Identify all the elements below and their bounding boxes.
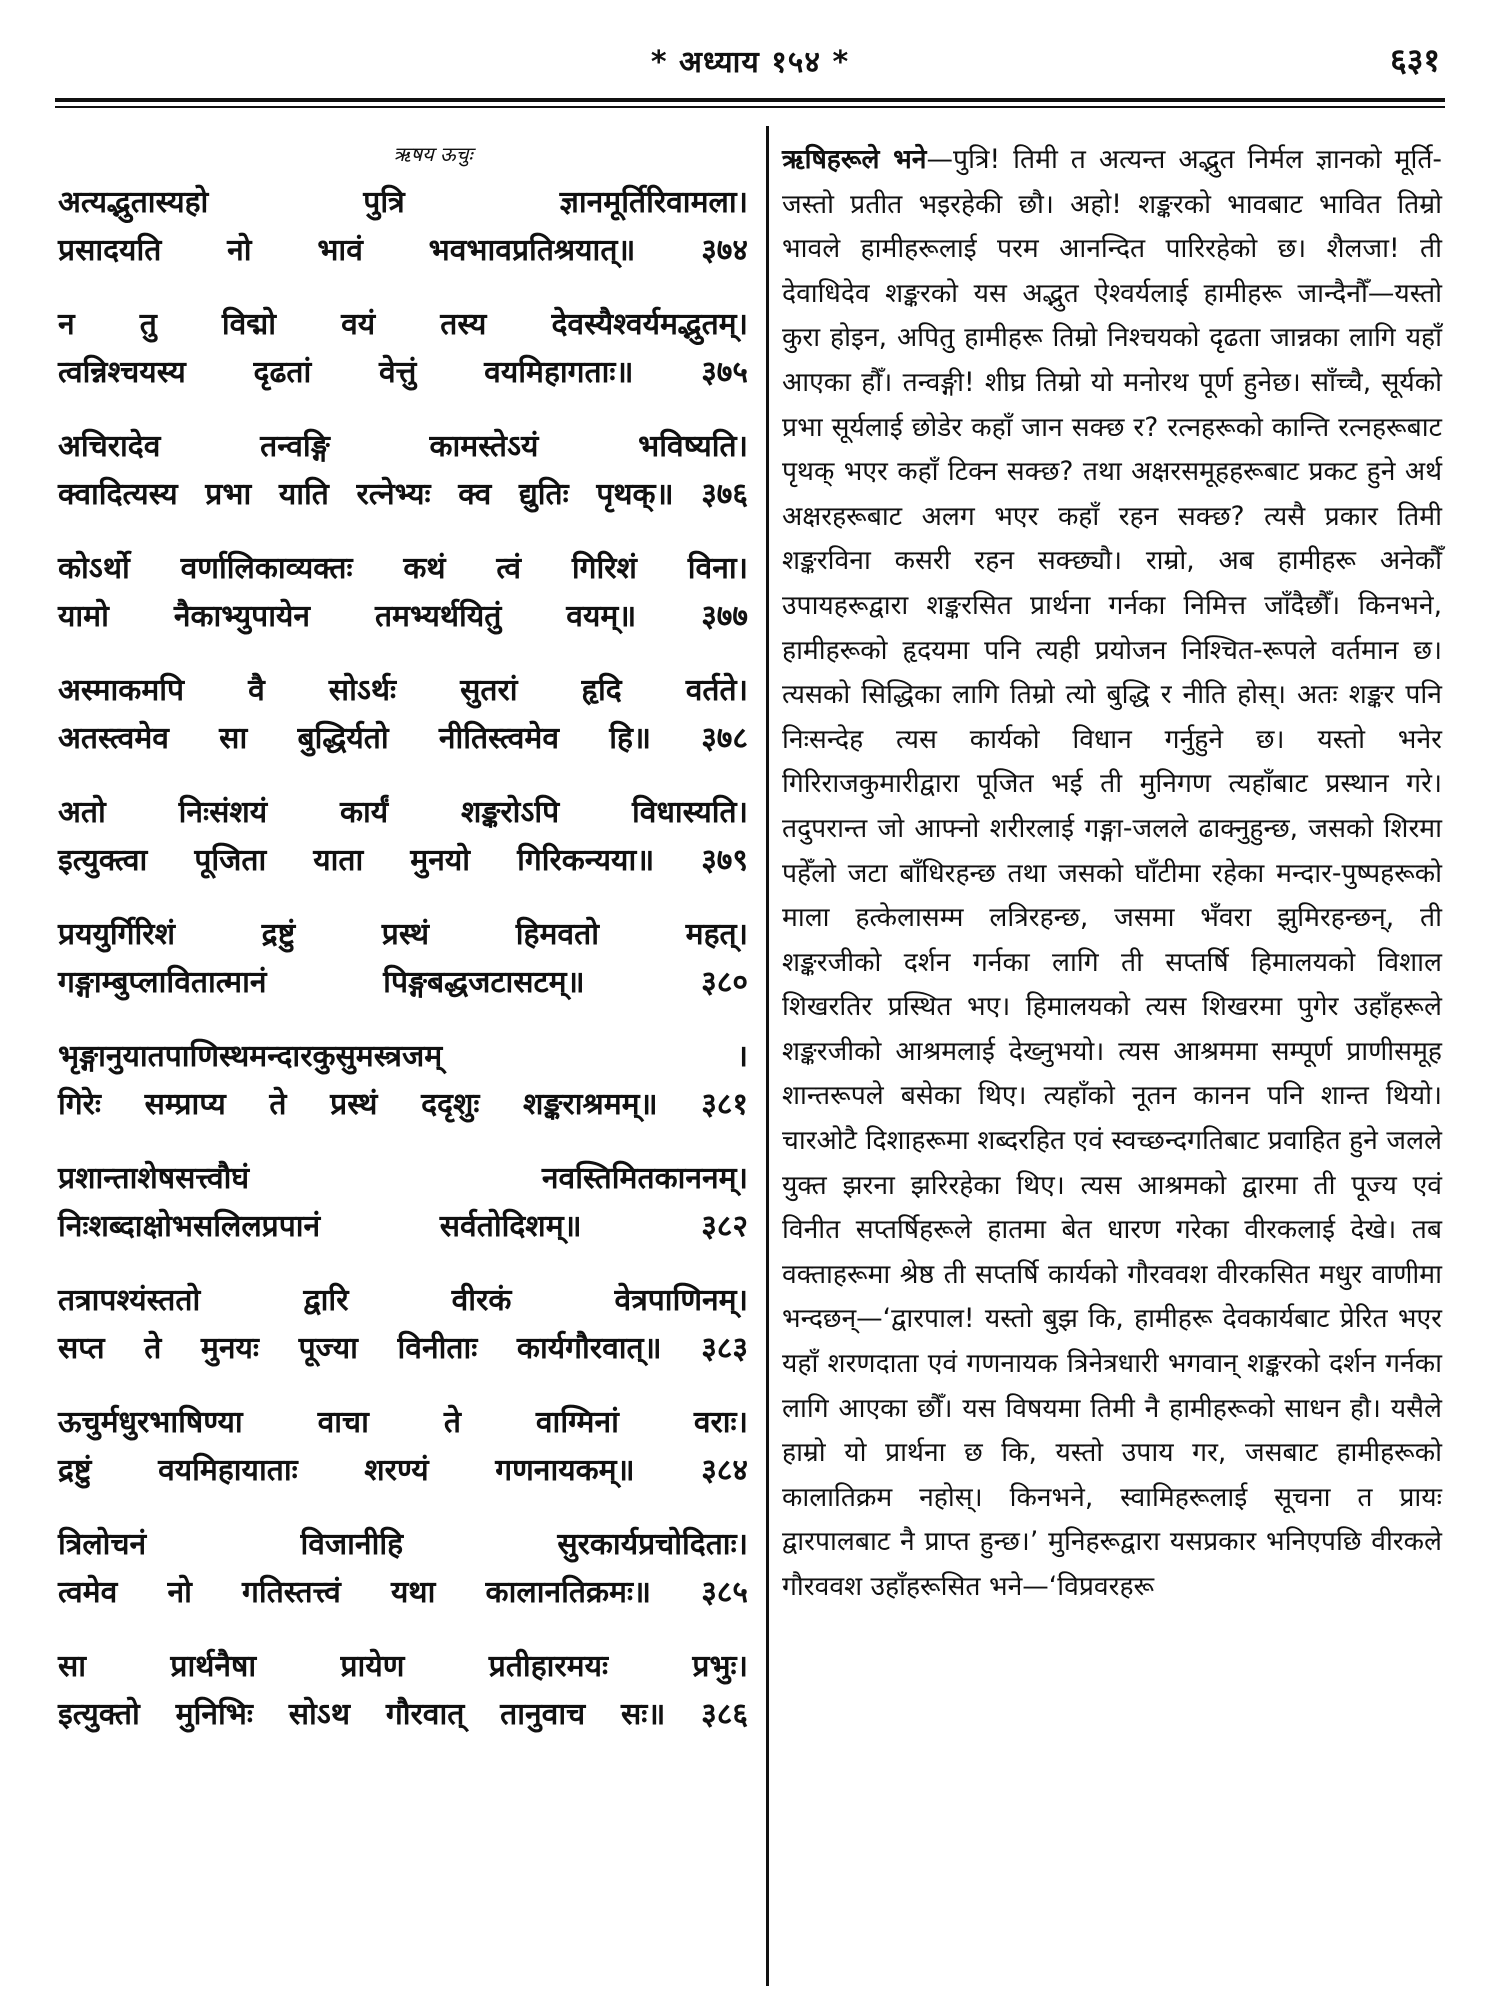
verse-block	[58, 1521, 748, 1617]
verse-block	[58, 301, 748, 397]
page-header	[0, 0, 1500, 92]
verse-line: अतस्त्वमेव सा बुद्धिर्यतो नीतिस्त्वमेव हि॥ ३७८	[58, 721, 748, 756]
verse-block	[58, 1643, 748, 1739]
verse-line: प्रसादयति नो भावं भवभावप्रतिश्रयात्॥ ३७४	[58, 233, 748, 268]
verse-line: भृङ्गानुयातपाणिस्थमन्दारकुसुमस्त्रजम् ।	[58, 1039, 748, 1074]
translation-text: —पुत्रि! तिमी त अत्यन्त अद्भुत निर्मल ज्ञानको मूर्ति-जस्तो प्रतीत भइरहेकी छौ। अहो! शङ्करको भावबाट भावित तिम्रो भावले हामीहरूलाई परम आनन्दित पारिरहेको छ। शैलजा! ती देवाधिदेव शङ्करको यस अद्भुत ऐश्वर्यलाई हामीहरू जान्दैनौँ—यस्तो कुरा होइन, अपितु हामीहरू तिम्रो निश्चयको दृढता जान्नका लागि यहाँ आएका हौँ। तन्वङ्गी! शीघ्र तिम्रो यो मनोरथ पूर्ण हुनेछ। साँच्चै, सूर्यको प्रभा सूर्यलाई छोडेर कहाँ जान सक्छ र? रत्नहरूको कान्ति रत्नहरूबाट पृथक् भएर कहाँ टिक्न सक्छ? तथा अक्षरसमूहहरूबाट प्रकट हुने अर्थ अक्षरहरूबाट अलग भएर कहाँ रहन सक्छ? त्यसै प्रकार तिमी शङ्करविना कसरी रहन सक्छ्यौ। राम्रो, अब हामीहरू अनेकौँ उपायहरूद्वारा शङ्करसित प्रार्थना गर्नका निमित्त जाँदैछौँ। किनभने, हामीहरूको हृदयमा पनि त्यही प्रयोजन निश्चित-रूपले वर्तमान छ। त्यसको सिद्धिका लागि तिम्रो त्यो बुद्धि र नीति होस्। अतः शङ्कर पनि निःसन्देह त्यस कार्यको विधान गर्नुहुने छ। यस्तो भनेर गिरिराजकुमारीद्वारा पूजित भई ती मुनिगण त्यहाँबाट प्रस्थान गरे। तदुपरान्त जो आफ्नो शरीरलाई गङ्गा-जलले ढाक्नुहुन्छ, जसको शिरमा पहेँलो जटा बाँधिरहन्छ तथा जसको घाँटीमा रहेका मन्दार-पुष्पहरूको माला हत्केलासम्म लत्रिरहन्छ, जसमा भँवरा झुमिरहन्छन्, ती शङ्करजीको दर्शन गर्नका लागि ती सप्तर्षि हिमालयको विशाल शिखरतिर प्रस्थित भए। हिमालयको त्यस शिखरमा पुगेर उहाँहरूले शङ्करजीको आश्रमलाई देख्नुभयो। त्यस आश्रममा सम्पूर्ण प्राणीसमूह शान्तरूपले बसेका थिए। त्यहाँको नूतन कानन पनि शान्त थियो। चारओटै दिशाहरूमा शब्दरहित एवं स्वच्छन्दगतिबाट प्रवाहित हुने जलले युक्त झरना झरिरहेका थिए। त्यस आश्रमको द्वारमा ती पूज्य एवं विनीत सप्तर्षिहरूले हातमा बेत धारण गरेका वीरकलाई देखे। तब वक्ताहरूमा श्रेष्ठ ती सप्तर्षि कार्यको गौरववश वीरकसित मधुर वाणीमा भन्दछन्—‘द्वारपाल! यस्तो बुझ कि, हामीहरू देवकार्यबाट प्रेरित भएर यहाँ शरणदाता एवं गणनायक त्रिनेत्रधारी भगवान् शङ्करको दर्शन गर्नका लागि आएका छौँ। यस विषयमा तिमी नै हामीहरूको साधन हौ। यसैले हाम्रो यो प्रार्थना छ कि, यस्तो उपाय गर, जसबाट हामीहरूको कालातिक्रम नहोस्। किनभने, स्वामिहरूलाई सूचना त प्रायः द्वारपालबाट नै प्राप्त हुन्छ।’ मुनिहरूद्वारा यसप्रकार भनिएपछि वीरकले गौरववश उहाँहरूसित भने—‘विप्रवरहरू	[782, 144, 1442, 1602]
verse-line: अतो निःसंशयं कार्यं शङ्करोऽपि विधास्यति।	[58, 795, 748, 830]
verse-block	[58, 545, 748, 641]
translation-paragraph	[782, 138, 1442, 1610]
verse-line: त्वन्निश्चयस्य दृढतां वेत्तुं वयमिहागताः॥ ३७५	[58, 355, 748, 390]
verse-line: त्वमेव नो गतिस्तत्त्वं यथा कालानतिक्रमः॥ ३८५	[58, 1575, 748, 1610]
verse-line: सा प्रार्थनैषा प्रायेण प्रतीहारमयः प्रभुः।	[58, 1649, 748, 1684]
header-rule-thick	[55, 98, 1445, 102]
page-number: ६३१	[1390, 41, 1440, 79]
translation-column	[782, 138, 1442, 1610]
verse-line: अत्यद्भुतास्यहो पुत्रि ज्ञानमूर्तिरिवामला।	[58, 185, 748, 220]
verse-line: गङ्गाम्बुप्लावितात्मानं पिङ्गबद्धजटासटम्॥ ३८०	[58, 965, 748, 1000]
verse-list	[58, 179, 748, 1739]
verse-line: निःशब्दाक्षोभसलिलप्रपानं सर्वतोदिशम्॥ ३८२	[58, 1209, 748, 1244]
verse-line: गिरेः सम्प्राप्य ते प्रस्थं ददृशुः शङ्कराश्रमम्॥ ३८१	[58, 1087, 748, 1122]
verse-line: न तु विद्मो वयं तस्य देवस्यैश्वर्यमद्भुतम्।	[58, 307, 748, 342]
verse-line: प्रशान्ताशेषसत्त्वौघं नवस्तिमितकाननम्।	[58, 1161, 748, 1196]
verse-block	[58, 789, 748, 885]
verse-line: ऊचुर्मधुरभाषिण्या वाचा ते वाग्मिनां वराः।	[58, 1405, 748, 1440]
verse-block	[58, 1033, 748, 1129]
verse-block	[58, 1399, 748, 1495]
verse-line: कोऽर्थो वर्णालिकाव्यक्तः कथं त्वं गिरिशं विना।	[58, 551, 748, 586]
verse-block	[58, 179, 748, 275]
verse-line: त्रिलोचनं विजानीहि सुरकार्यप्रचोदिताः।	[58, 1527, 748, 1562]
verse-block	[58, 911, 748, 1007]
verse-line: प्रययुर्गिरिशं द्रष्टुं प्रस्थं हिमवतो महत्।	[58, 917, 748, 952]
header-rule-thin	[55, 106, 1445, 108]
verse-line: द्रष्टुं वयमिहायाताः शरण्यं गणनायकम्॥ ३८४	[58, 1453, 748, 1488]
column-divider	[766, 126, 769, 1986]
verse-line: अचिरादेव तन्वङ्गि कामस्तेऽयं भविष्यति।	[58, 429, 748, 464]
chapter-title: * अध्याय १५४ *	[650, 45, 850, 80]
verse-block	[58, 423, 748, 519]
verse-line: अस्माकमपि वै सोऽर्थः सुतरां हृदि वर्तते।	[58, 673, 748, 708]
translation-lead: ऋषिहरूले भने	[782, 144, 927, 175]
verse-block	[58, 1277, 748, 1373]
verse-block	[58, 667, 748, 763]
verse-line: तत्रापश्यंस्ततो द्वारि वीरकं वेत्रपाणिनम्।	[58, 1283, 748, 1318]
verse-block	[58, 1155, 748, 1251]
speaker-label: ऋषय ऊचुः	[393, 142, 473, 166]
verse-line: इत्युक्तो मुनिभिः सोऽथ गौरवात् तानुवाच सः॥ ३८६	[58, 1697, 748, 1732]
verse-line: इत्युक्त्वा पूजिता याता मुनयो गिरिकन्यया॥ ३७९	[58, 843, 748, 878]
verse-line: सप्त ते मुनयः पूज्या विनीताः कार्यगौरवात्॥ ३८३	[58, 1331, 748, 1366]
verse-line: यामो नैकाभ्युपायेन तमभ्यर्थयितुं वयम्॥ ३७७	[58, 599, 748, 634]
sanskrit-column	[58, 140, 748, 1765]
verse-line: क्वादित्यस्य प्रभा याति रत्नेभ्यः क्व द्युतिः पृथक्॥ ३७६	[58, 477, 748, 512]
